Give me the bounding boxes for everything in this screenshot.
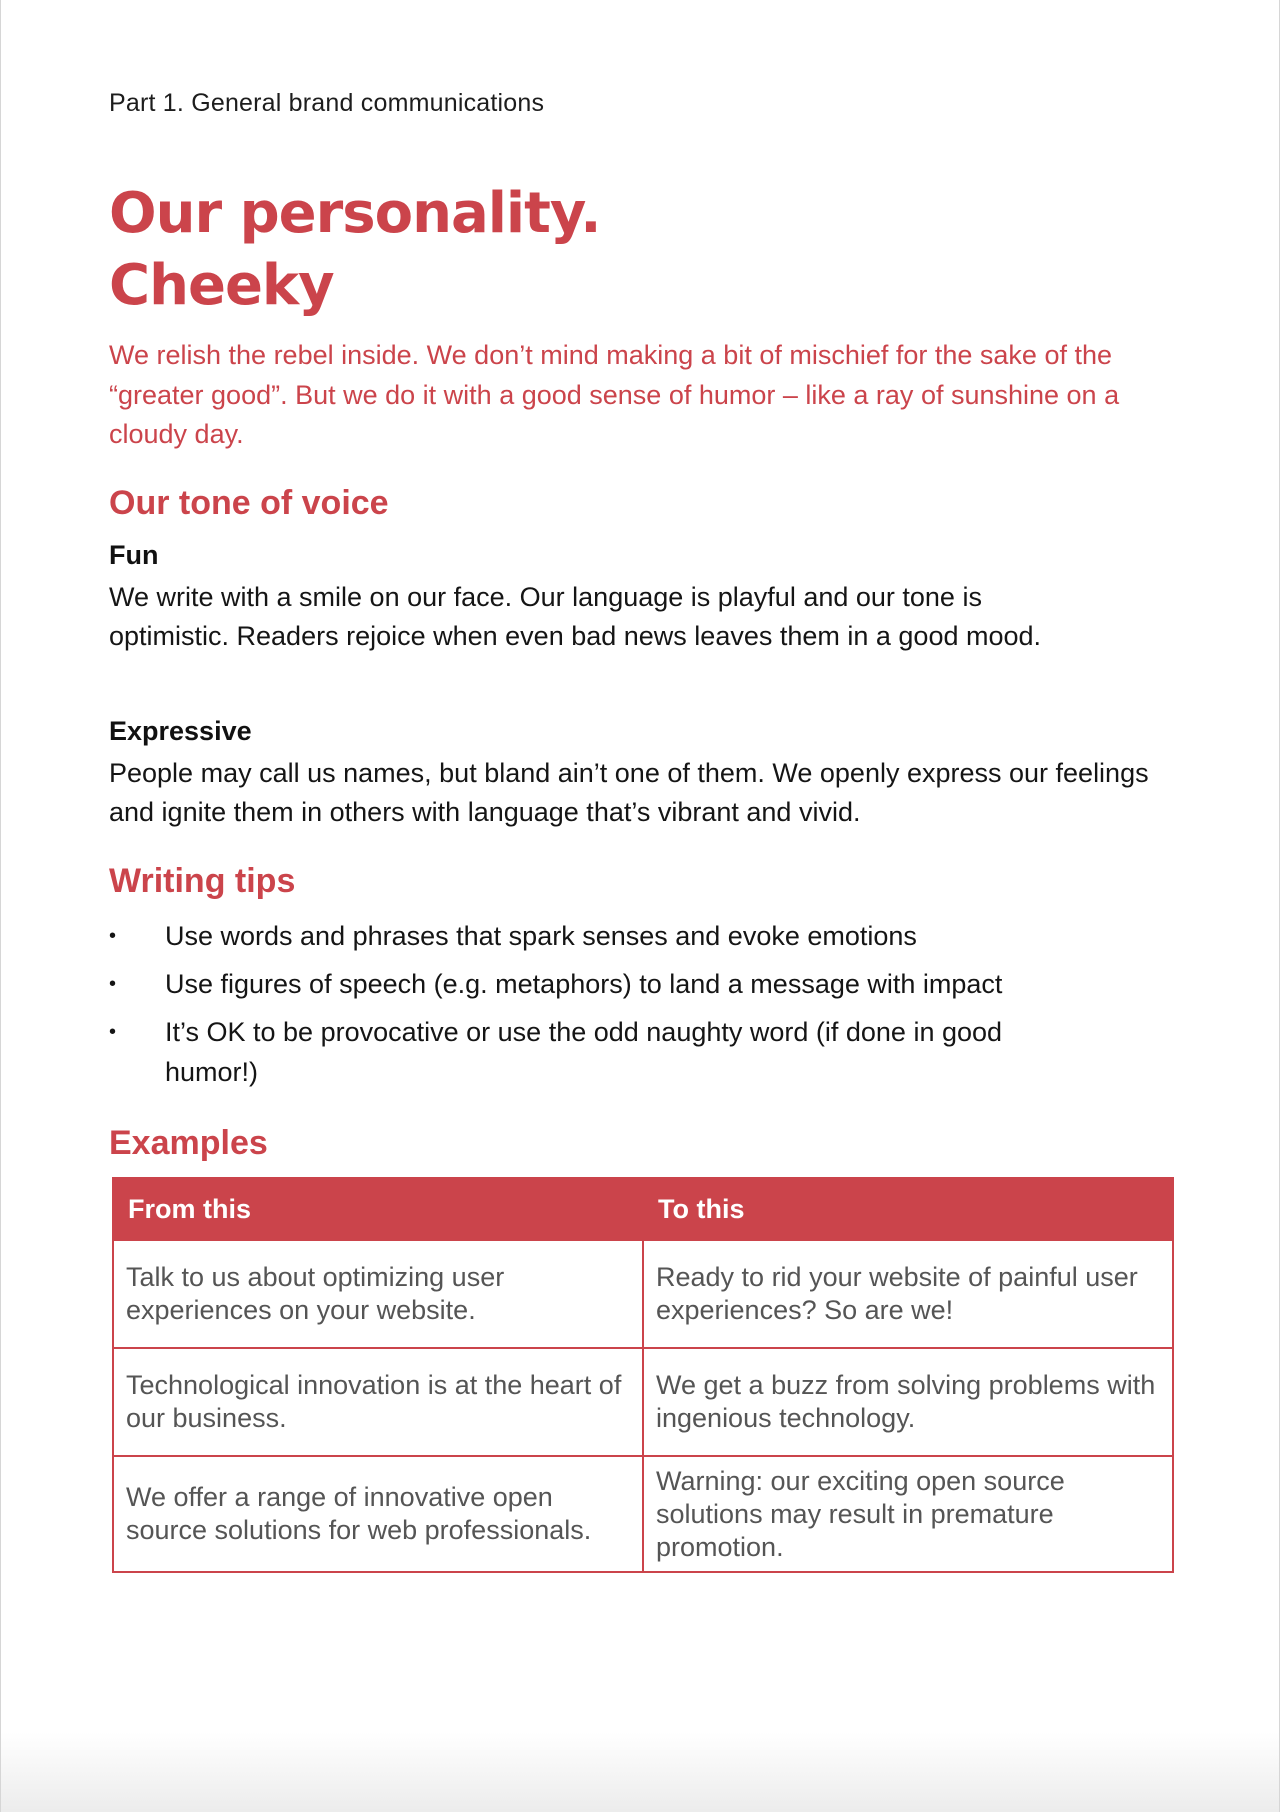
from-cell: Talk to us about optimizing user experiences on your website. — [113, 1240, 643, 1348]
table-header-row — [113, 1178, 1173, 1240]
bullet-icon: • — [109, 973, 117, 995]
examples-heading: Examples — [109, 1124, 268, 1162]
from-cell: We offer a range of innovative open source solutions for web professionals. — [113, 1456, 643, 1572]
fun-text: We write with a smile on our face. Our language is playful and our tone is optimistic. Readers rejoice when even bad news leaves them in a good mood. — [109, 582, 1042, 651]
tips-heading: Writing tips — [109, 862, 296, 900]
intro-paragraph: We relish the rebel inside. We don’t mind making a bit of mischief for the sake of the “greater good”. But we do it with a good sense of humor – like a ray of sunshine on a cloudy day. — [109, 340, 1120, 449]
tip-text: It’s OK to be provocative or use the odd naughty word (if done in good humor!) — [165, 1017, 1003, 1087]
page-title-line-1: Our personality. — [109, 181, 601, 246]
table-row — [113, 1456, 1173, 1572]
bullet-icon: • — [109, 925, 117, 947]
bullet-icon: • — [109, 1021, 117, 1043]
page-title-line-2: Cheeky — [109, 253, 334, 318]
list-item — [109, 1012, 1005, 1092]
table-row — [113, 1348, 1173, 1456]
fun-heading: Fun — [109, 540, 159, 570]
tip-text: Use words and phrases that spark senses and evoke emotions — [165, 921, 917, 951]
tip-text: Use figures of speech (e.g. metaphors) to land a message with impact — [165, 969, 1003, 999]
expressive-text: People may call us names, but bland ain’t one of them. We openly express our feelings and ignite them in others with language that’s vibrant and vivid. — [109, 758, 1149, 827]
column-header-to: To this — [643, 1178, 1173, 1240]
from-cell: Technological innovation is at the heart of our business. — [113, 1348, 643, 1456]
to-cell: We get a buzz from solving problems with ingenious technology. — [643, 1348, 1173, 1456]
page-title — [109, 178, 601, 322]
running-head: Part 1. General brand communications — [109, 89, 545, 117]
expressive-heading: Expressive — [109, 716, 252, 746]
examples-table — [112, 1177, 1174, 1573]
list-item — [109, 916, 1169, 956]
to-cell: Warning: our exciting open source solutions may result in premature promotion. — [643, 1456, 1173, 1572]
page-bottom-shade — [1, 1732, 1279, 1812]
column-header-from: From this — [113, 1178, 643, 1240]
tone-heading: Our tone of voice — [109, 484, 389, 522]
to-cell: Ready to rid your website of painful user experiences? So are we! — [643, 1240, 1173, 1348]
tips-list — [109, 916, 1169, 1100]
list-item — [109, 964, 1169, 1004]
table-row — [113, 1240, 1173, 1348]
